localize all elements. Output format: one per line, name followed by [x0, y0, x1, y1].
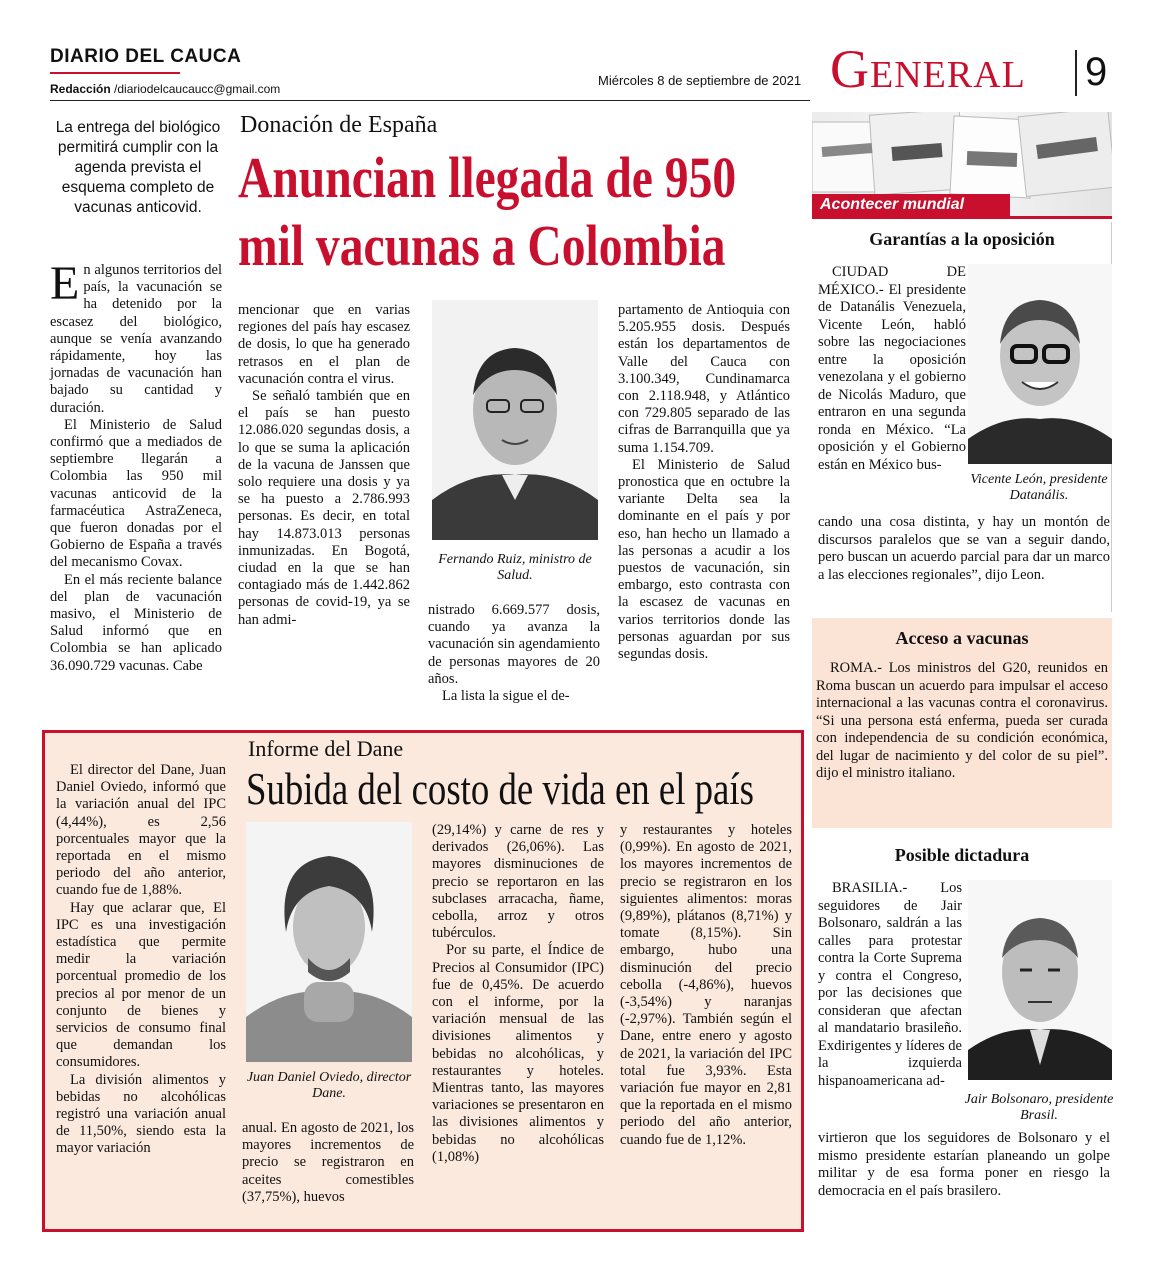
photo-juan-daniel-oviedo	[246, 822, 412, 1062]
lead-deck: La entrega del biológico permitirá cumplir con la agenda prevista el esquema completo de vacunas anticovid.	[55, 119, 221, 216]
redaccion-line	[50, 82, 280, 96]
section-separator	[1075, 50, 1077, 96]
dane-paragraph: El director del Dane, Juan Daniel Oviedo, informó que la variación anual del IPC (4,44%), es 2,56 porcentuales mayor que la reportada en el mismo periodo del año anterior, cuando fue de 1,88%.	[56, 762, 226, 899]
photo-caption-leon: Vicente León, presidente Datanális.	[970, 472, 1108, 503]
lead-headline	[238, 144, 737, 280]
brief-paragraph: BRASILIA.- Los seguidores de Jair Bolsonaro, saldrán a las calles para protestar contra la Corte Suprema y contra el Congreso, por las decisiones que consideran que afectan al mandatario brasileño. Exdirigentes y líderes de la izquierda hispanoamericana ad-	[818, 880, 962, 1089]
lead-column-2	[238, 302, 410, 629]
brief-paragraph: ROMA.- Los ministros del G20, reunidos en Roma buscan un acuerdo para impulsar el acceso internacional a las vacunas contra el coronavirus. “Si una persona está enferma, pueda ser curada con independencia de su condición económica, del lugar de nacimiento y del color de su piel”. dijo el ministro italiano.	[816, 660, 1108, 781]
brief-title-acceso: Acceso a vacunas	[895, 628, 1029, 648]
dane-paragraph: Por su parte, el Índice de Precios al Consumidor (IPC) fue de 0,45%. De acuerdo con el informe, por la variación mensual de las divisiones alimentos y bebidas no alcohólicas, y restaurantes y hoteles. Mientras tanto, las mayores variaciones se presentaron en las divisiones alimentos y bebidas no alcohólicas (1,08%)	[432, 942, 604, 1165]
brief-text-acceso	[816, 660, 1108, 783]
brief-paragraph: cando una cosa distinta, y hay un montón de discursos paralelos que se van a seguir dando, pero buscan un acuerdo parcial para dar un marco a las elecciones regionales”, dijo Leon.	[818, 514, 1110, 583]
portrait-illustration	[246, 822, 412, 1062]
lead-paragraph	[50, 257, 222, 417]
dane-column-2	[242, 1120, 414, 1206]
redaccion-contact: /diariodelcaucaucc@gmail.com	[110, 82, 281, 96]
lead-paragraph: Se señaló también que en el país se han puesto 12.086.020 segundas dosis, a lo que se suma la aplicación de la vacuna de Janssen que solo requiere una dosis y ya se ha puesto a 2.786.993 personas. Es decir, en total hay 14.873.013 personas inmunizadas. En Bogotá, ciudad en la que se han contagiado más de 1.442.862 personas de covid-19, ya se han admi-	[238, 388, 410, 628]
brief-text-garantias-continued	[818, 514, 1110, 584]
brief-title-dictadura: Posible dictadura	[894, 845, 1030, 865]
dane-paragraph: (29,14%) y carne de res y derivados (26,06%). Las mayores disminuciones de precio se reportaron en las subclases arracacha, ñame, cebolla, arroz y otros tubérculos.	[432, 822, 604, 942]
redaccion-label: Redacción	[50, 82, 111, 96]
lead-kicker: Donación de España	[240, 112, 438, 138]
page-number: 9	[1085, 50, 1108, 94]
dane-column-4	[620, 822, 792, 1149]
section-title: General	[830, 39, 1026, 99]
lead-paragraph: partamento de Antioquia con 5.205.955 dosis. Después están los departamentos de Valle del Cauca con 3.100.349, Cundinamarca con 2.118.948, y Atlántico con 729.805 separado de las cifras de Barranquilla que ya suma 1.154.709.	[618, 302, 790, 456]
photo-fernando-ruiz	[432, 300, 598, 540]
portrait-illustration	[968, 880, 1112, 1080]
header-rule	[50, 100, 810, 101]
dane-kicker: Informe del Dane	[248, 736, 404, 761]
lead-paragraph: El Ministerio de Salud confirmó que a mediados de septiembre llegarán a Colombia las 950 mil vacunas anticovid de la farmacéutica AstraZeneca, que fueron donadas por el Gobierno de España a través del mecanismo Covax.	[50, 416, 222, 571]
dane-column-1	[56, 762, 226, 1158]
dane-column-3	[432, 822, 604, 1166]
brief-title-garantias: Garantías a la oposición	[869, 229, 1055, 249]
brief-text-dictadura	[818, 880, 962, 1090]
masthead-name: DIARIO DEL CAUCA	[50, 46, 242, 67]
dane-paragraph: y restaurantes y hoteles (0,99%). En agosto de 2021, los mayores incrementos de precio se registraron en los siguientes alimentos: moras (9,89%), plátanos (8,71%) y tomate (8,15%). Sin embargo, hubo una disminución del precio cebolla (-4,86%), huevos (-3,54%) y naranjas (-2,97%). También según el Dane, entre enero y agosto de 2021, la variación del IPC total fue 3,93%. Esta variación fue mayor en 2,81 que la reportada en el mismo periodo del año anterior, cuando fue de 1,12%.	[620, 822, 792, 1148]
photo-vicente-leon	[968, 264, 1112, 464]
photo-caption-bolsonaro: Jair Bolsonaro, presidente Brasil.	[964, 1092, 1114, 1123]
sidebar-banner-label: Acontecer mundial	[812, 194, 1010, 218]
photo-jair-bolsonaro	[968, 880, 1112, 1080]
drop-cap: E	[50, 257, 80, 310]
dane-paragraph: anual. En agosto de 2021, los mayores incrementos de precio se registraron en aceites comestibles (37,75%), huevos	[242, 1120, 414, 1205]
lead-paragraph: mencionar que en varias regiones del país hay escasez de dosis, lo que ha generado retrasos en el plan de vacunación contra el virus.	[238, 302, 410, 387]
lead-paragraph-text: n algunos territorios del país, la vacunación se ha detenido por la escasez del biológico, aunque se venía avanzando rápidamente, hoy las jornadas de vacunación han bajado su cantidad y duración.	[50, 262, 222, 416]
lead-paragraph: En el más reciente balance del plan de vacunación masivo, el Ministerio de Salud informó que en Colombia se han aplicado 36.090.729 vacunas. Cabe	[50, 571, 222, 674]
brief-paragraph: CIUDAD DE MÉXICO.- El presidente de Datanális Venezuela, Vicente León, habló sobre las negociaciones entre la oposición venezolana y el gobierno de Nicolás Maduro, que entraron en una segunda ronda en México. “La oposición y el Gobierno están en México bus-	[818, 264, 966, 473]
brief-text-garantias	[818, 264, 966, 474]
dane-paragraph: La división alimentos y bebidas no alcohólicas registró una variación anual de 11,50%, siendo esta la mayor variación	[56, 1071, 226, 1157]
photo-caption-ruiz: Fernando Ruiz, ministro de Salud.	[438, 552, 592, 583]
lead-column-1	[50, 257, 222, 675]
masthead-rule	[50, 72, 180, 74]
lead-paragraph: La lista la sigue el de-	[442, 688, 570, 705]
lead-headline-line-2: mil vacunas a Colombia	[238, 213, 726, 278]
dane-paragraph: Hay que aclarar que, El IPC es una investigación estadística que permite medir la variación porcentual promedio de los precios al por menor de un conjunto de bienes y servicios de consumo final que demandan los consumidores.	[56, 899, 226, 1071]
sidebar-banner-rule	[812, 216, 1112, 219]
edition-date: Miércoles 8 de septiembre de 2021	[598, 73, 802, 88]
portrait-illustration	[432, 300, 598, 540]
photo-caption-oviedo: Juan Daniel Oviedo, director Dane.	[246, 1070, 412, 1101]
lead-headline-line-1: Anuncian llegada de 950	[238, 145, 737, 210]
lead-paragraph: El Ministerio de Salud pronostica que en octubre la variante Delta sea la dominante en el país y por eso, han hecho un llamado a las personas a acudir a los puestos de vacunación, sin embargo, esto contrasta con la escasez de vacunas en varios territorios donde las personas aguardan por sus segundas dosis.	[618, 456, 790, 663]
dane-headline: Subida del costo de vida en el país	[246, 763, 754, 814]
brief-text-dictadura-continued	[818, 1130, 1110, 1200]
lead-column-3	[428, 602, 600, 705]
brief-paragraph: virtieron que los seguidores de Bolsonaro y el mismo presidente estarían planeando un golpe militar y de esa forma poner en riesgo la democracia en el país brasilero.	[818, 1130, 1110, 1199]
lead-paragraph: nistrado 6.669.577 dosis, cuando ya avanza la vacunación sin agendamiento de personas mayores de 20 años.	[428, 602, 600, 687]
lead-column-4	[618, 302, 790, 663]
portrait-illustration	[968, 264, 1112, 464]
